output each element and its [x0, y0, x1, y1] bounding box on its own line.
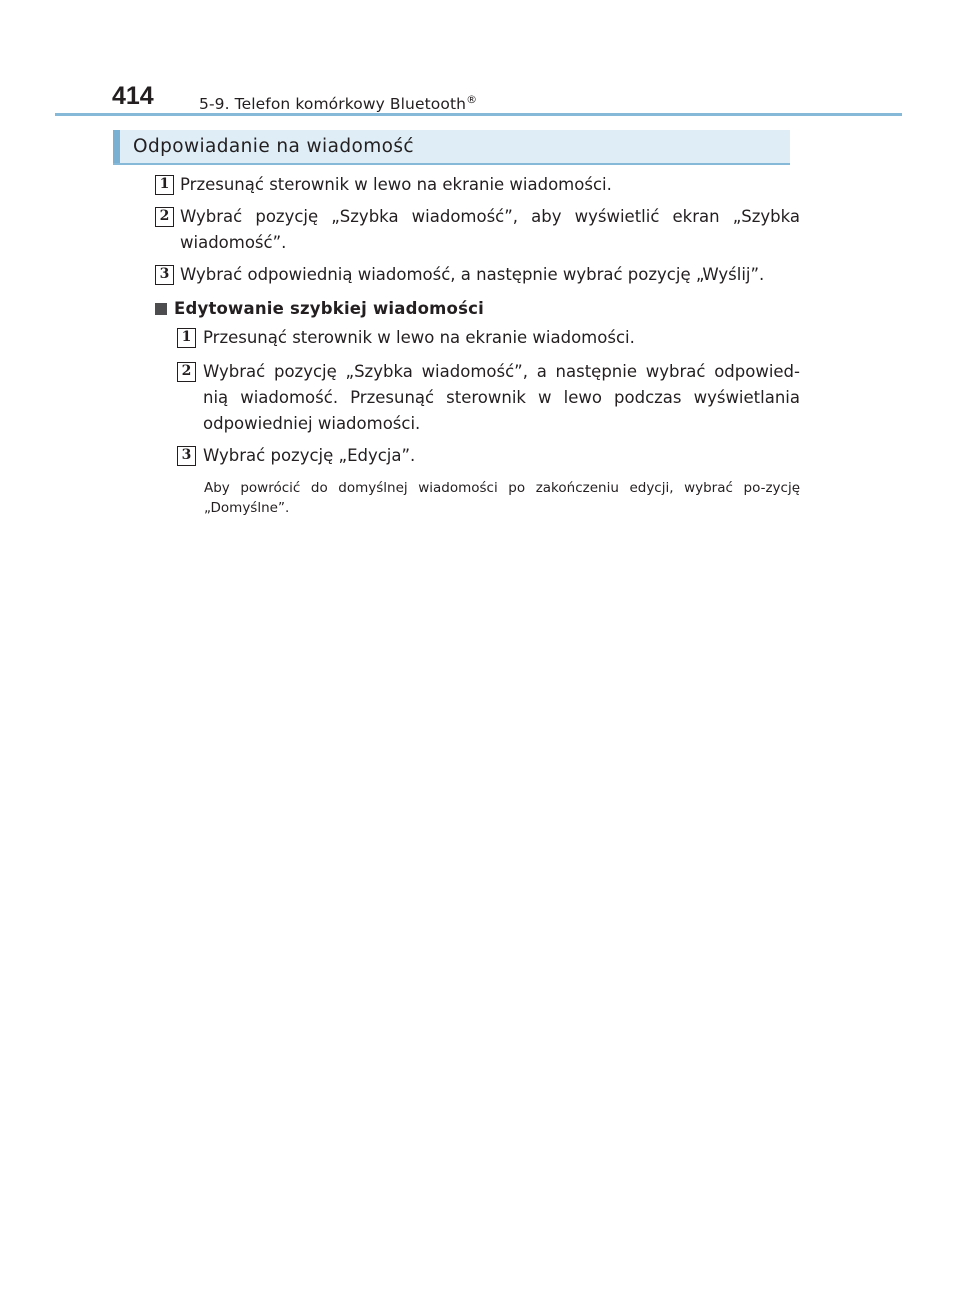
subsection-title: Edytowanie szybkiej wiadomości	[174, 299, 484, 318]
chapter-title-text: 5-9. Telefon komórkowy Bluetooth	[199, 95, 467, 113]
step-badge: 2	[155, 207, 174, 227]
step-badge: 3	[155, 265, 174, 285]
step-badge: 2	[177, 362, 196, 382]
page-number: 414	[112, 82, 154, 110]
chapter-title	[199, 90, 477, 114]
section-heading-bar	[113, 130, 790, 165]
step-badge: 3	[177, 446, 196, 466]
step-badge: 1	[177, 328, 196, 348]
note-text: Aby powrócić do domyślnej wiadomości po zakończeniu edycji, wybrać po-zycję „Domyślne”.	[204, 480, 800, 516]
step-text: Wybrać pozycję „Szybka wiadomość”, aby wyświetlić ekran „Szybka	[180, 207, 800, 226]
step-text-continued: wiadomość”.	[180, 233, 287, 252]
registered-mark: ®	[466, 93, 478, 106]
section-accent-bar	[113, 130, 120, 163]
page-header	[112, 82, 902, 116]
subsection-heading	[155, 296, 484, 322]
step-text: Przesunąć sterownik w lewo na ekranie wiadomości.	[180, 175, 612, 194]
header-divider	[55, 113, 902, 116]
step-badge: 1	[155, 175, 174, 195]
square-bullet-icon	[155, 303, 167, 315]
section-title: Odpowiadanie na wiadomość	[133, 136, 414, 157]
step-text: Wybrać pozycję „Szybka wiadomość”, a następnie wybrać odpowied-	[203, 362, 800, 381]
step-text-continued: nią wiadomość. Przesunąć sterownik w lewo podczas wyświetlania	[203, 388, 800, 407]
step-text: Wybrać odpowiednią wiadomość, a następnie wybrać pozycję „Wyślij”.	[180, 265, 765, 284]
step-text: Przesunąć sterownik w lewo na ekranie wiadomości.	[203, 328, 635, 347]
step-text: Wybrać pozycję „Edycja”.	[203, 446, 416, 465]
step-text-continued: odpowiedniej wiadomości.	[203, 414, 421, 433]
